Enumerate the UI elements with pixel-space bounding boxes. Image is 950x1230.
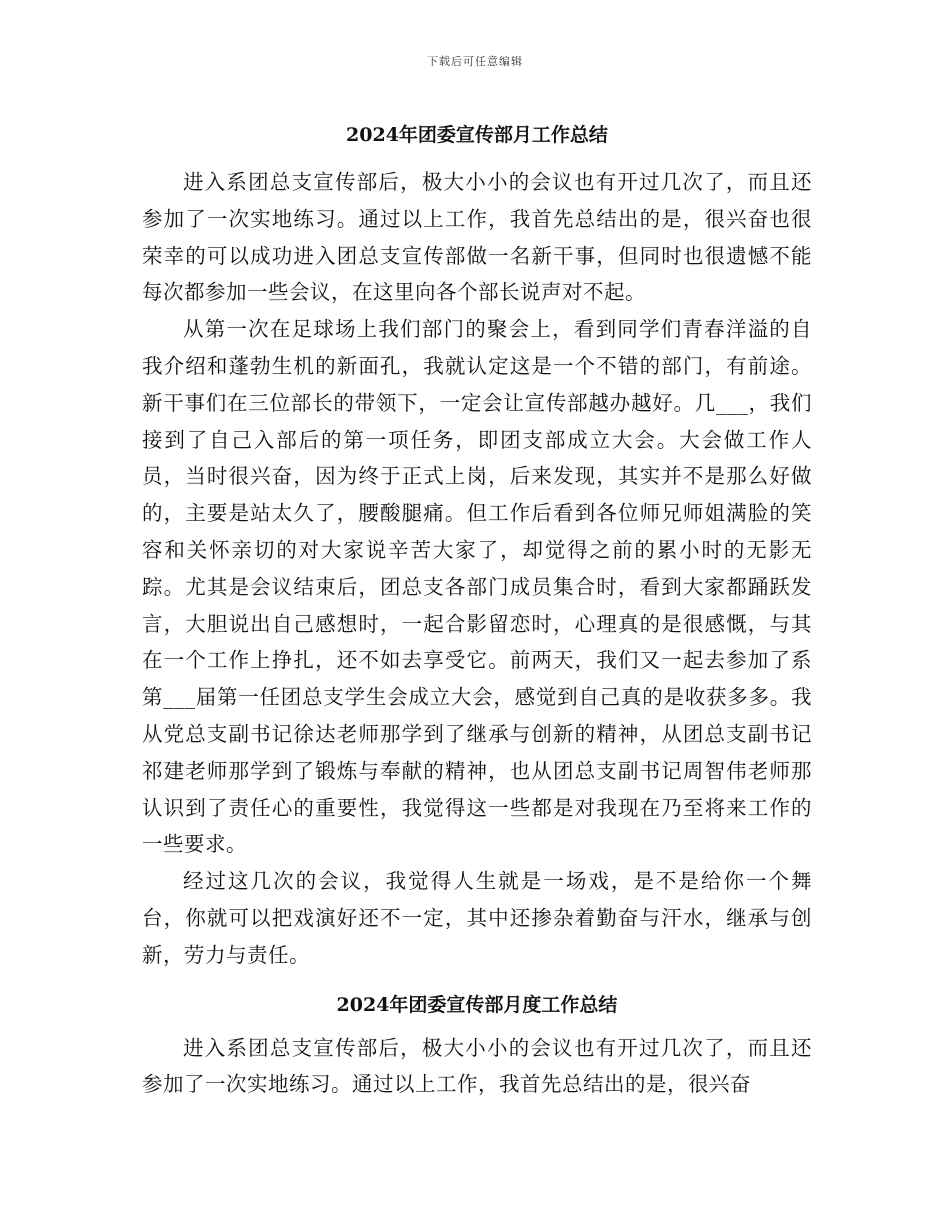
- section-1-paragraph-2: 从第一次在足球场上我们部门的聚会上，看到同学们青春洋溢的自我介绍和蓬勃生机的新面孔，我就认定这是一个不错的部门，有前途。新干事们在三位部长的带领下，一定会让宣传部越办越好。几___，我们接到了自己入部后的第一项任务，即团支部成立大会。大会做工作人员，当时很兴奋，因为终于正式上岗，后来发现，其实并不是那么好做的，主要是站太久了，腰酸腿痛。但工作后看到各位师兄师姐满脸的笑容和关怀亲切的对大家说辛苦大家了，却觉得之前的累小时的无影无踪。尤其是会议结束后，团总支各部门成员集合时，看到大家都踊跃发言，大胆说出自己感想时，一起合影留恋时，心理真的是很感慨，与其在一个工作上挣扎，还不如去享受它。前两天，我们又一起去参加了系第___届第一任团总支学生会成立大会，感觉到自己真的是收获多多。我从党总支副书记徐达老师那学到了继承与创新的精神，从团总支副书记祁建老师那学到了锻炼与奉献的精神，也从团总支副书记周智伟老师那认识到了责任心的重要性，我觉得这一些都是对我现在乃至将来工作的一些要求。: [142, 317, 812, 857]
- section-2-title: 2024年团委宣传部月度工作总结: [336, 993, 618, 1016]
- page-header-note: 下载后可任意编辑: [427, 55, 523, 68]
- section-1-title: 2024年团委宣传部月工作总结: [346, 124, 608, 146]
- section-2-paragraph-1: 进入系团总支宣传部后，极大小小的会议也有开过几次了，而且还参加了一次实地练习。通过以上工作，我首先总结出的是，很兴奋: [142, 1035, 812, 1097]
- document-body: [142, 118, 812, 1103]
- section-1-paragraph-3: 经过这几次的会议，我觉得人生就是一场戏，是不是给你一个舞台，你就可以把戏演好还不一定，其中还掺杂着勤奋与汗水，继承与创新，劳力与责任。: [142, 869, 812, 967]
- section-1-paragraph-1: 进入系团总支宣传部后，极大小小的会议也有开过几次了，而且还参加了一次实地练习。通过以上工作，我首先总结出的是，很兴奋也很荣幸的可以成功进入团总支宣传部做一名新干事，但同时也很遗憾不能每次都参加一些会议，在这里向各个部长说声对不起。: [142, 170, 812, 305]
